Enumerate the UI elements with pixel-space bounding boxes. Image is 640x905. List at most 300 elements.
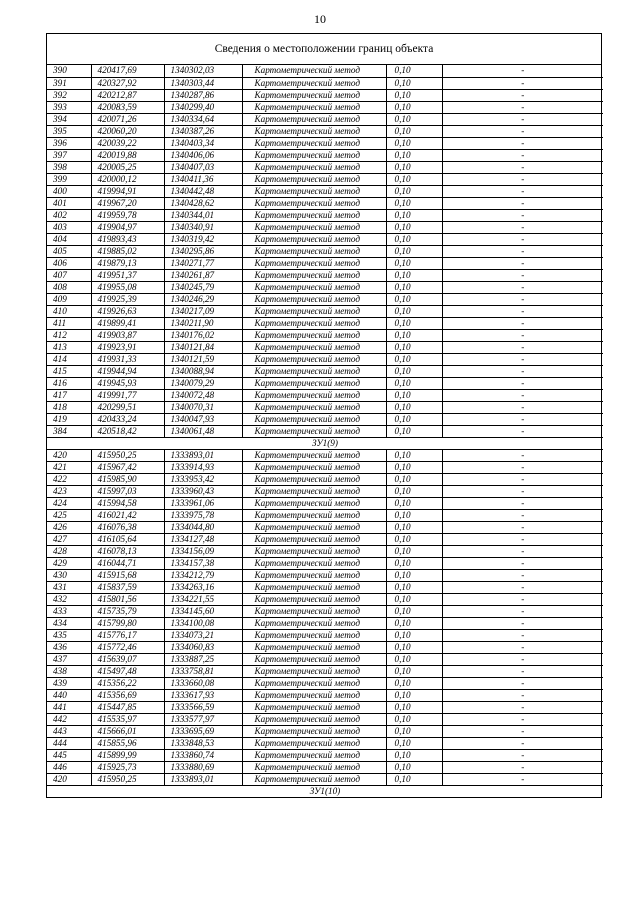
method-cell: Картометрический метод <box>242 581 386 593</box>
method-cell: Картометрический метод <box>242 605 386 617</box>
section-label-row <box>47 437 603 449</box>
coord-x-cell: 420005,25 <box>91 161 164 173</box>
accuracy-cell: 0,10 <box>386 329 442 341</box>
description-cell: - <box>442 713 603 725</box>
table-row <box>47 605 603 617</box>
table-row <box>47 509 603 521</box>
description-cell: - <box>442 365 603 377</box>
point-number-cell: 418 <box>47 401 91 413</box>
accuracy-cell: 0,10 <box>386 317 442 329</box>
table-row <box>47 545 603 557</box>
table-row <box>47 269 603 281</box>
method-cell: Картометрический метод <box>242 305 386 317</box>
accuracy-cell: 0,10 <box>386 209 442 221</box>
coord-y-cell: 1340070,31 <box>164 401 242 413</box>
table-row <box>47 305 603 317</box>
coord-x-cell: 416078,13 <box>91 545 164 557</box>
point-number-cell: 435 <box>47 629 91 641</box>
coord-x-cell: 419959,78 <box>91 209 164 221</box>
coord-x-cell: 415925,73 <box>91 761 164 773</box>
coord-x-cell: 419951,37 <box>91 269 164 281</box>
table-row <box>47 257 603 269</box>
description-cell: - <box>442 497 603 509</box>
coord-y-cell: 1340299,40 <box>164 101 242 113</box>
table-row <box>47 389 603 401</box>
table-row <box>47 113 603 125</box>
point-number-cell: 390 <box>47 65 91 77</box>
point-number-cell: 410 <box>47 305 91 317</box>
accuracy-cell: 0,10 <box>386 137 442 149</box>
point-number-cell: 414 <box>47 353 91 365</box>
coord-x-cell: 415994,58 <box>91 497 164 509</box>
method-cell: Картометрический метод <box>242 677 386 689</box>
method-cell: Картометрический метод <box>242 161 386 173</box>
accuracy-cell: 0,10 <box>386 233 442 245</box>
method-cell: Картометрический метод <box>242 593 386 605</box>
point-number-cell: 393 <box>47 101 91 113</box>
coord-y-cell: 1340088,94 <box>164 365 242 377</box>
coord-x-cell: 415799,80 <box>91 617 164 629</box>
method-cell: Картометрический метод <box>242 197 386 209</box>
point-number-cell: 426 <box>47 521 91 533</box>
coord-x-cell: 420433,24 <box>91 413 164 425</box>
coord-y-cell: 1333577,97 <box>164 713 242 725</box>
accuracy-cell: 0,10 <box>386 185 442 197</box>
accuracy-cell: 0,10 <box>386 521 442 533</box>
coord-y-cell: 1333960,43 <box>164 485 242 497</box>
coord-y-cell: 1333914,93 <box>164 461 242 473</box>
coord-x-cell: 415447,85 <box>91 701 164 713</box>
method-cell: Картометрический метод <box>242 737 386 749</box>
point-number-cell: 395 <box>47 125 91 137</box>
method-cell: Картометрический метод <box>242 185 386 197</box>
coord-x-cell: 416105,64 <box>91 533 164 545</box>
method-cell: Картометрический метод <box>242 329 386 341</box>
description-cell: - <box>442 521 603 533</box>
point-number-cell: 437 <box>47 653 91 665</box>
coord-y-cell: 1333887,25 <box>164 653 242 665</box>
point-number-cell: 400 <box>47 185 91 197</box>
coord-x-cell: 415899,99 <box>91 749 164 761</box>
point-number-cell: 407 <box>47 269 91 281</box>
method-cell: Картометрический метод <box>242 413 386 425</box>
description-cell: - <box>442 233 603 245</box>
point-number-cell: 446 <box>47 761 91 773</box>
coord-y-cell: 1334044,80 <box>164 521 242 533</box>
coord-y-cell: 1340442,48 <box>164 185 242 197</box>
description-cell: - <box>442 293 603 305</box>
coord-y-cell: 1334221,55 <box>164 593 242 605</box>
table-row <box>47 617 603 629</box>
coord-y-cell: 1340407,03 <box>164 161 242 173</box>
coord-x-cell: 419955,08 <box>91 281 164 293</box>
description-cell: - <box>442 665 603 677</box>
accuracy-cell: 0,10 <box>386 461 442 473</box>
point-number-cell: 413 <box>47 341 91 353</box>
point-number-cell: 428 <box>47 545 91 557</box>
coord-x-cell: 419904,97 <box>91 221 164 233</box>
coord-x-cell: 420212,87 <box>91 89 164 101</box>
description-cell: - <box>442 89 603 101</box>
method-cell: Картометрический метод <box>242 269 386 281</box>
accuracy-cell: 0,10 <box>386 149 442 161</box>
description-cell: - <box>442 113 603 125</box>
coord-y-cell: 1340344,01 <box>164 209 242 221</box>
coord-x-cell: 420417,69 <box>91 65 164 77</box>
point-number-cell: 403 <box>47 221 91 233</box>
point-number-cell: 391 <box>47 77 91 89</box>
description-cell: - <box>442 197 603 209</box>
table-row <box>47 365 603 377</box>
point-number-cell: 442 <box>47 713 91 725</box>
description-cell: - <box>442 425 603 437</box>
coord-y-cell: 1334157,38 <box>164 557 242 569</box>
accuracy-cell: 0,10 <box>386 113 442 125</box>
coord-y-cell: 1340303,44 <box>164 77 242 89</box>
method-cell: Картометрический метод <box>242 245 386 257</box>
coord-x-cell: 419923,91 <box>91 341 164 353</box>
coord-x-cell: 415772,46 <box>91 641 164 653</box>
coord-x-cell: 415735,79 <box>91 605 164 617</box>
table-row <box>47 197 603 209</box>
accuracy-cell: 0,10 <box>386 569 442 581</box>
coord-x-cell: 419994,91 <box>91 185 164 197</box>
coord-x-cell: 419991,77 <box>91 389 164 401</box>
method-cell: Картометрический метод <box>242 389 386 401</box>
description-cell: - <box>442 677 603 689</box>
accuracy-cell: 0,10 <box>386 473 442 485</box>
coord-x-cell: 420000,12 <box>91 173 164 185</box>
accuracy-cell: 0,10 <box>386 353 442 365</box>
description-cell: - <box>442 185 603 197</box>
coord-x-cell: 416076,38 <box>91 521 164 533</box>
table-row <box>47 473 603 485</box>
table-row <box>47 89 603 101</box>
description-cell: - <box>442 389 603 401</box>
point-number-cell: 384 <box>47 425 91 437</box>
description-cell: - <box>442 473 603 485</box>
table-row <box>47 629 603 641</box>
table-row <box>47 185 603 197</box>
boundary-table-frame <box>46 33 602 798</box>
description-cell: - <box>442 353 603 365</box>
method-cell: Картометрический метод <box>242 425 386 437</box>
point-number-cell: 398 <box>47 161 91 173</box>
description-cell: - <box>442 605 603 617</box>
table-row <box>47 137 603 149</box>
accuracy-cell: 0,10 <box>386 257 442 269</box>
method-cell: Картометрический метод <box>242 725 386 737</box>
accuracy-cell: 0,10 <box>386 581 442 593</box>
coord-x-cell: 415915,68 <box>91 569 164 581</box>
coord-x-cell: 415639,07 <box>91 653 164 665</box>
point-number-cell: 404 <box>47 233 91 245</box>
coord-y-cell: 1334073,21 <box>164 629 242 641</box>
point-number-cell: 422 <box>47 473 91 485</box>
table-row <box>47 65 603 77</box>
coord-x-cell: 415497,48 <box>91 665 164 677</box>
coord-x-cell: 415837,59 <box>91 581 164 593</box>
point-number-cell: 432 <box>47 593 91 605</box>
coord-x-cell: 415666,01 <box>91 725 164 737</box>
accuracy-cell: 0,10 <box>386 449 442 461</box>
coord-y-cell: 1333893,01 <box>164 773 242 785</box>
coord-y-cell: 1340340,91 <box>164 221 242 233</box>
description-cell: - <box>442 509 603 521</box>
coord-x-cell: 419925,39 <box>91 293 164 305</box>
method-cell: Картометрический метод <box>242 77 386 89</box>
point-number-cell: 399 <box>47 173 91 185</box>
point-number-cell: 402 <box>47 209 91 221</box>
accuracy-cell: 0,10 <box>386 713 442 725</box>
accuracy-cell: 0,10 <box>386 245 442 257</box>
description-cell: - <box>442 341 603 353</box>
accuracy-cell: 0,10 <box>386 389 442 401</box>
point-number-cell: 397 <box>47 149 91 161</box>
coord-x-cell: 415535,97 <box>91 713 164 725</box>
description-cell: - <box>442 173 603 185</box>
method-cell: Картометрический метод <box>242 521 386 533</box>
accuracy-cell: 0,10 <box>386 293 442 305</box>
method-cell: Картометрический метод <box>242 617 386 629</box>
coord-x-cell: 420019,88 <box>91 149 164 161</box>
table-row <box>47 293 603 305</box>
description-cell: - <box>442 329 603 341</box>
description-cell: - <box>442 749 603 761</box>
table-row <box>47 593 603 605</box>
table-row <box>47 125 603 137</box>
point-number-cell: 440 <box>47 689 91 701</box>
table-row <box>47 725 603 737</box>
coord-y-cell: 1333660,08 <box>164 677 242 689</box>
description-cell: - <box>442 77 603 89</box>
description-cell: - <box>442 257 603 269</box>
point-number-cell: 416 <box>47 377 91 389</box>
coord-x-cell: 420039,22 <box>91 137 164 149</box>
method-cell: Картометрический метод <box>242 89 386 101</box>
method-cell: Картометрический метод <box>242 125 386 137</box>
table-row <box>47 641 603 653</box>
method-cell: Картометрический метод <box>242 509 386 521</box>
method-cell: Картометрический метод <box>242 149 386 161</box>
accuracy-cell: 0,10 <box>386 101 442 113</box>
coord-y-cell: 1340211,90 <box>164 317 242 329</box>
point-number-cell: 415 <box>47 365 91 377</box>
accuracy-cell: 0,10 <box>386 341 442 353</box>
method-cell: Картометрический метод <box>242 113 386 125</box>
coord-x-cell: 420518,42 <box>91 425 164 437</box>
table-row <box>47 689 603 701</box>
coord-y-cell: 1333860,74 <box>164 749 242 761</box>
description-cell: - <box>442 557 603 569</box>
coord-x-cell: 420083,59 <box>91 101 164 113</box>
accuracy-cell: 0,10 <box>386 221 442 233</box>
method-cell: Картометрический метод <box>242 545 386 557</box>
accuracy-cell: 0,10 <box>386 413 442 425</box>
accuracy-cell: 0,10 <box>386 173 442 185</box>
accuracy-cell: 0,10 <box>386 653 442 665</box>
coord-y-cell: 1334156,09 <box>164 545 242 557</box>
coord-x-cell: 415997,03 <box>91 485 164 497</box>
coord-x-cell: 415356,22 <box>91 677 164 689</box>
coord-y-cell: 1340121,84 <box>164 341 242 353</box>
table-row <box>47 569 603 581</box>
description-cell: - <box>442 65 603 77</box>
description-cell: - <box>442 593 603 605</box>
coord-y-cell: 1333961,06 <box>164 497 242 509</box>
coord-y-cell: 1333880,69 <box>164 761 242 773</box>
point-number-cell: 434 <box>47 617 91 629</box>
coordinates-table <box>47 65 603 797</box>
point-number-cell: 425 <box>47 509 91 521</box>
coord-x-cell: 415855,96 <box>91 737 164 749</box>
accuracy-cell: 0,10 <box>386 737 442 749</box>
description-cell: - <box>442 137 603 149</box>
table-row <box>47 221 603 233</box>
coord-x-cell: 419899,41 <box>91 317 164 329</box>
table-row <box>47 713 603 725</box>
description-cell: - <box>442 305 603 317</box>
coord-x-cell: 419893,43 <box>91 233 164 245</box>
description-cell: - <box>442 569 603 581</box>
point-number-cell: 430 <box>47 569 91 581</box>
accuracy-cell: 0,10 <box>386 533 442 545</box>
coord-x-cell: 415776,17 <box>91 629 164 641</box>
table-row <box>47 413 603 425</box>
method-cell: Картометрический метод <box>242 449 386 461</box>
accuracy-cell: 0,10 <box>386 125 442 137</box>
point-number-cell: 405 <box>47 245 91 257</box>
accuracy-cell: 0,10 <box>386 629 442 641</box>
description-cell: - <box>442 449 603 461</box>
section-label: ЗУ1(10) <box>309 785 341 796</box>
method-cell: Картометрический метод <box>242 773 386 785</box>
description-cell: - <box>442 725 603 737</box>
method-cell: Картометрический метод <box>242 293 386 305</box>
point-number-cell: 417 <box>47 389 91 401</box>
table-row <box>47 461 603 473</box>
method-cell: Картометрический метод <box>242 281 386 293</box>
coord-x-cell: 415801,56 <box>91 593 164 605</box>
coord-y-cell: 1334263,16 <box>164 581 242 593</box>
method-cell: Картометрический метод <box>242 629 386 641</box>
coord-y-cell: 1333695,69 <box>164 725 242 737</box>
table-row <box>47 581 603 593</box>
point-number-cell: 408 <box>47 281 91 293</box>
coord-y-cell: 1340334,64 <box>164 113 242 125</box>
table-row <box>47 233 603 245</box>
coord-y-cell: 1334127,48 <box>164 533 242 545</box>
method-cell: Картометрический метод <box>242 377 386 389</box>
coord-y-cell: 1340428,62 <box>164 197 242 209</box>
coord-x-cell: 419926,63 <box>91 305 164 317</box>
description-cell: - <box>442 701 603 713</box>
table-row <box>47 377 603 389</box>
coord-y-cell: 1340245,79 <box>164 281 242 293</box>
description-cell: - <box>442 269 603 281</box>
coord-x-cell: 415356,69 <box>91 689 164 701</box>
coord-y-cell: 1340271,77 <box>164 257 242 269</box>
table-row <box>47 557 603 569</box>
method-cell: Картометрический метод <box>242 233 386 245</box>
coord-y-cell: 1333893,01 <box>164 449 242 461</box>
accuracy-cell: 0,10 <box>386 365 442 377</box>
table-row <box>47 773 603 785</box>
description-cell: - <box>442 653 603 665</box>
point-number-cell: 412 <box>47 329 91 341</box>
method-cell: Картометрический метод <box>242 173 386 185</box>
coord-x-cell: 415950,25 <box>91 449 164 461</box>
accuracy-cell: 0,10 <box>386 197 442 209</box>
coord-x-cell: 415985,90 <box>91 473 164 485</box>
table-row <box>47 161 603 173</box>
section-label-row <box>47 785 603 797</box>
table-row <box>47 653 603 665</box>
point-number-cell: 420 <box>47 773 91 785</box>
description-cell: - <box>442 581 603 593</box>
coordinates-table-body <box>47 65 603 797</box>
description-cell: - <box>442 641 603 653</box>
method-cell: Картометрический метод <box>242 761 386 773</box>
accuracy-cell: 0,10 <box>386 401 442 413</box>
description-cell: - <box>442 737 603 749</box>
table-row <box>47 341 603 353</box>
coord-y-cell: 1334212,79 <box>164 569 242 581</box>
coord-y-cell: 1340295,86 <box>164 245 242 257</box>
accuracy-cell: 0,10 <box>386 605 442 617</box>
table-row <box>47 665 603 677</box>
coord-x-cell: 420299,51 <box>91 401 164 413</box>
coord-x-cell: 415967,42 <box>91 461 164 473</box>
accuracy-cell: 0,10 <box>386 665 442 677</box>
method-cell: Картометрический метод <box>242 101 386 113</box>
method-cell: Картометрический метод <box>242 641 386 653</box>
accuracy-cell: 0,10 <box>386 425 442 437</box>
coord-y-cell: 1340411,36 <box>164 173 242 185</box>
method-cell: Картометрический метод <box>242 533 386 545</box>
point-number-cell: 406 <box>47 257 91 269</box>
accuracy-cell: 0,10 <box>386 761 442 773</box>
coord-y-cell: 1333975,78 <box>164 509 242 521</box>
accuracy-cell: 0,10 <box>386 749 442 761</box>
point-number-cell: 401 <box>47 197 91 209</box>
table-row <box>47 749 603 761</box>
coord-y-cell: 1340302,03 <box>164 65 242 77</box>
coord-y-cell: 1340176,02 <box>164 329 242 341</box>
point-number-cell: 424 <box>47 497 91 509</box>
point-number-cell: 427 <box>47 533 91 545</box>
table-row <box>47 317 603 329</box>
table-row <box>47 737 603 749</box>
method-cell: Картометрический метод <box>242 653 386 665</box>
method-cell: Картометрический метод <box>242 557 386 569</box>
accuracy-cell: 0,10 <box>386 161 442 173</box>
method-cell: Картометрический метод <box>242 713 386 725</box>
method-cell: Картометрический метод <box>242 689 386 701</box>
method-cell: Картометрический метод <box>242 749 386 761</box>
coord-x-cell: 416044,71 <box>91 557 164 569</box>
section-label: ЗУ1(9) <box>47 437 603 449</box>
table-row <box>47 101 603 113</box>
coord-y-cell: 1340047,93 <box>164 413 242 425</box>
table-row <box>47 761 603 773</box>
table-row <box>47 329 603 341</box>
table-row <box>47 485 603 497</box>
table-row <box>47 245 603 257</box>
point-number-cell: 433 <box>47 605 91 617</box>
point-number-cell: 394 <box>47 113 91 125</box>
accuracy-cell: 0,10 <box>386 593 442 605</box>
